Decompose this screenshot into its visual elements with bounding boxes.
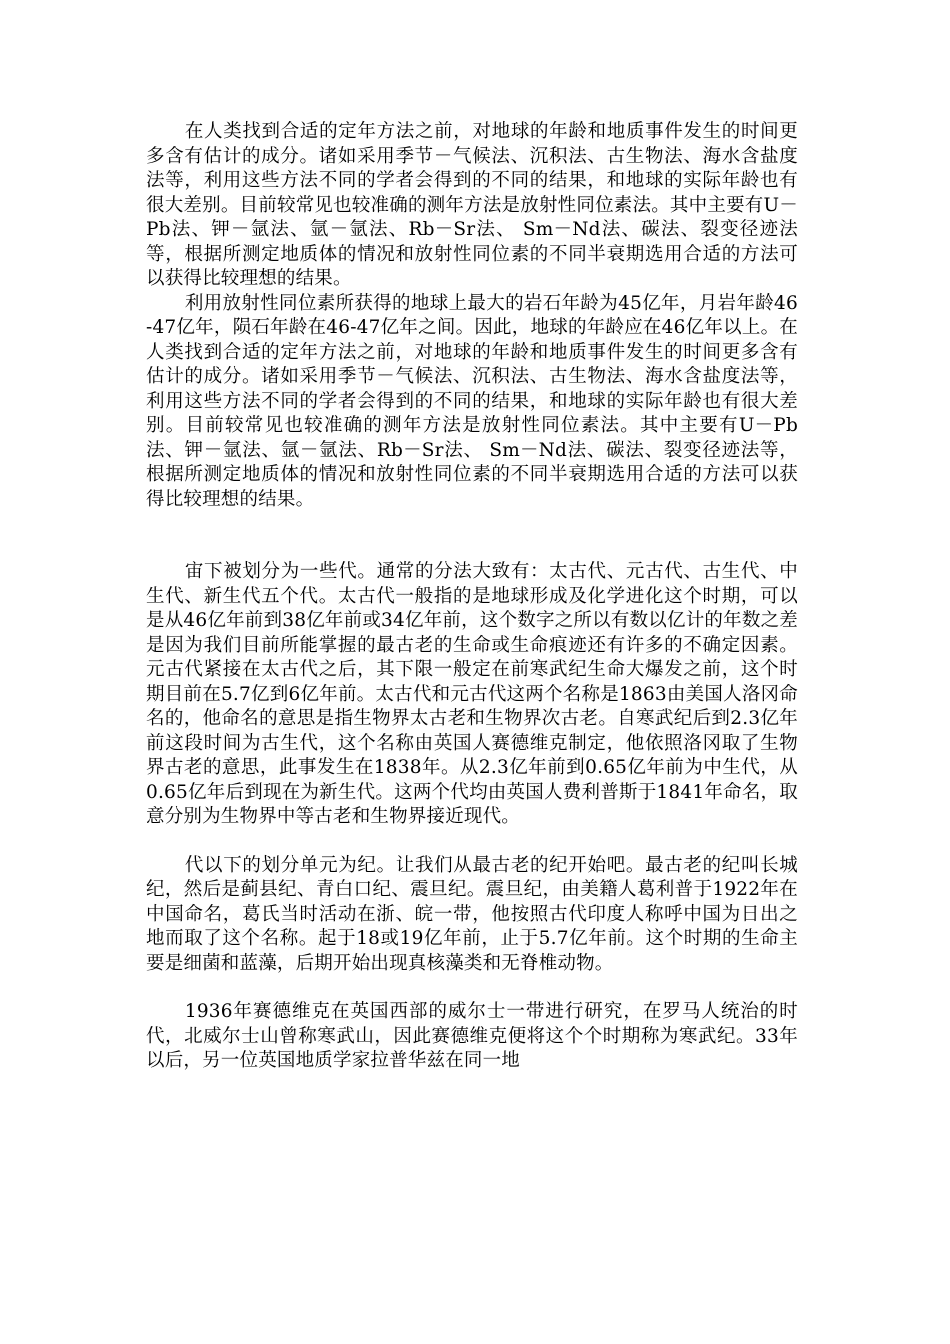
document-body <box>146 120 798 1074</box>
paragraph-dating-methods: 在人类找到合适的定年方法之前，对地球的年龄和地质事件发生的时间更多含有估计的成分。诸如采用季节－气候法、沉积法、古生物法、海水含盐度法等，利用这些方法不同的学者会得到的不同的结果，和地球的实际年龄也有很大差别。目前较常见也较准确的测年方法是放射性同位素法。其中主要有U－Pb法、钾－氩法、氩－氩法、Rb－Sr法、 Sm－Nd法、碳法、裂变径迹法等，根据所测定地质体的情况和放射性同位素的不同半衰期选用合适的方法可以获得比较理想的结果。 <box>146 121 798 289</box>
paragraph-periods: 代以下的划分单元为纪。让我们从最古老的纪开始吧。最古老的纪叫长城纪，然后是蓟县纪、青白口纪、震旦纪。震旦纪，由美籍人葛利普于1922年在中国命名，葛氏当时活动在浙、皖一带，他按照古代印度人称呼中国为日出之地而取了这个名称。起于18或19亿年前，止于5.7亿年前。这个时期的生命主要是细菌和蓝藻，后期开始出现真核藻类和无脊椎动物。 <box>146 854 798 974</box>
paragraph-earth-age: 利用放射性同位素所获得的地球上最大的岩石年龄为45亿年，月岩年龄46-47亿年，陨石年龄在46-47亿年之间。因此，地球的年龄应在46亿年以上。在人类找到合适的定年方法之前，对地球的年龄和地质事件发生的时间更多含有估计的成分。诸如采用季节－气候法、沉积法、古生物法、海水含盐度法等，利用这些方法不同的学者会得到的不同的结果，和地球的实际年龄也有很大差别。目前较常见也较准确的测年方法是放射性同位素法。其中主要有U－Pb法、钾－氩法、氩－氩法、Rb－Sr法、 Sm－Nd法、碳法、裂变径迹法等，根据所测定地质体的情况和放射性同位素的不同半衰期选用合适的方法可以获得比较理想的结果。 <box>146 292 798 510</box>
paragraph-cambrian: 1936年赛德维克在英国西部的威尔士一带进行研究，在罗马人统治的时代，北威尔士山曾称寒武山，因此赛德维克便将这个个时期称为寒武纪。33年以后，另一位英国地质学家拉普华兹在同一地 <box>146 1001 798 1071</box>
paragraph-eras: 宙下被划分为一些代。通常的分法大致有：太古代、元古代、古生代、中生代、新生代五个代。太古代一般指的是地球形成及化学进化这个时期，可以是从46亿年前到38亿年前或34亿年前，这个数字之所以有数以亿计的年数之差是因为我们目前所能掌握的最古老的生命或生命痕迹还有许多的不确定因素。元古代紧接在太古代之后，其下限一般定在前寒武纪生命大爆发之前，这个时期目前在5.7亿到6亿年前。太古代和元古代这两个名称是1863由美国人洛冈命名的，他命名的意思是指生物界太古老和生物界次古老。自寒武纪后到2.3亿年前这段时间为古生代，这个名称由英国人赛德维克制定，他依照洛冈取了生物界古老的意思，此事发生在1838年。从2.3亿年前到0.65亿年前为中生代，从0.65亿年后到现在为新生代。这两个代均由英国人费利普斯于1841年命名，取意分别为生物界中等古老和生物界接近现代。 <box>146 561 798 827</box>
paragraph-gap <box>146 512 798 560</box>
paragraph-gap <box>146 976 798 1000</box>
paragraph-gap <box>146 830 798 854</box>
